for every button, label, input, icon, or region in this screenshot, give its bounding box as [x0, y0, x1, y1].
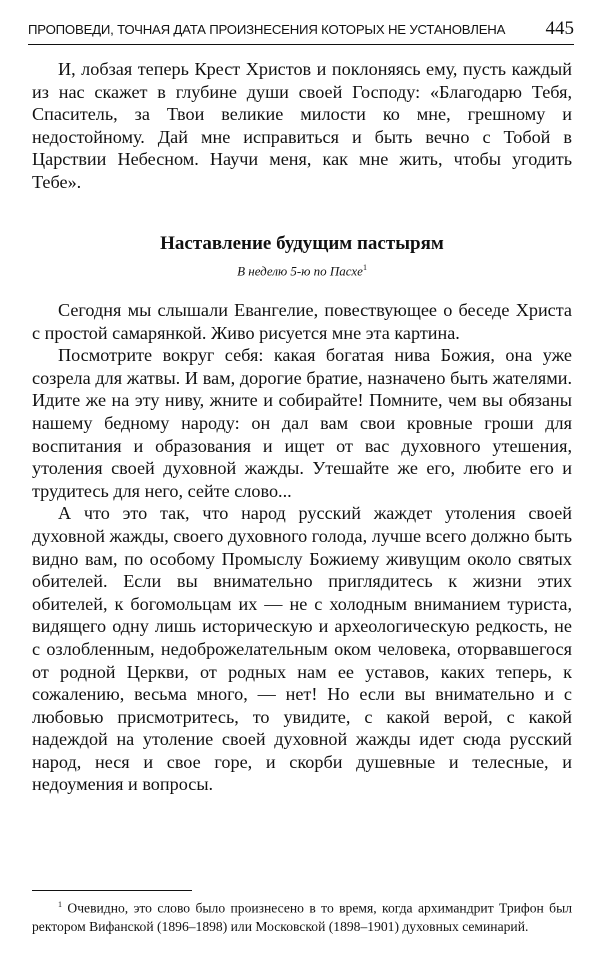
section-subtitle	[32, 263, 572, 279]
section-subtitle-text: В неделю 5-ю по Пасхе	[237, 263, 363, 279]
sermon-paragraph-3: А что это так, что народ русский жаждет утоления своей духовной жажды, своего духовного голода, лучше всего должно быть видно вам, по особому Промыслу Божиему живущим около святых обителей. Если вы внимательно приглядитесь к жизни этих обителей, к богомольцам их — не с холодным вниманием туриста, видящего одну лишь историческую и археологическую редкость, не с озлобленным, недоброжелательным оком человека, оторвавшегося от родной Церкви, от родных нам ее уставов, каких теперь, к сожалению, весьма много, — нет! Но если вы внимательно и с любовью присмотритесь, то увидите, с какой верой, с какой надеждой на утоление своей духовной жажды идет сюда русский народ, неся и свое горе, и скорби душевные и телесные, и недоумения и вопросы.	[32, 503, 572, 795]
sermon-body	[32, 299, 572, 796]
footnote	[32, 896, 572, 936]
footnote-mark: 1	[58, 900, 62, 909]
intro-block	[32, 58, 572, 194]
footnote-divider	[32, 890, 192, 891]
sermon-paragraph-2: Посмотрите вокруг себя: какая богатая нива Божия, она уже созрела для жатвы. И вам, дорогие братие, назначено быть жателями. Идите же на эту ниву, жните и собирайте! Помните, чем вы обязаны нашему бедному народу: он дал вам свои кровные гроши для воспитания и образования и ищет от вас духовного утешения, утоления своей духовной жажды. Утешайте же его, любите его и трудитесь для него, сейте слово...	[32, 345, 572, 501]
section-title: Наставление будущим пастырям	[160, 233, 444, 254]
sermon-paragraph-1: Сегодня мы слышали Евангелие, повествующее о беседе Христа с простой самарянкой. Живо рисуется мне эта картина.	[32, 300, 572, 343]
page-number: 445	[545, 18, 574, 39]
intro-paragraph: И, лобзая теперь Крест Христов и поклоняясь ему, пусть каждый из нас скажет в глубине души своей Господу: «Благодарю Тебя, Спаситель, за Твои великие милости ко мне, грешному и недостойному. Дай мне исправиться и быть вечно с Тобой в Царствии Небесном. Научи меня, как мне жить, чтобы угодить Тебе».	[32, 59, 572, 192]
footnote-reference: 1	[362, 263, 367, 272]
running-title: ПРОПОВЕДИ, ТОЧНАЯ ДАТА ПРОИЗНЕСЕНИЯ КОТОРЫХ НЕ УСТАНОВЛЕНА	[28, 22, 506, 37]
running-header	[28, 20, 574, 45]
footnote-text: Очевидно, это слово было произнесено в то время, когда архимандрит Трифон был ректором Вифанской (1896–1898) или Московской (1898–1901) духовных семинарий.	[32, 900, 572, 934]
